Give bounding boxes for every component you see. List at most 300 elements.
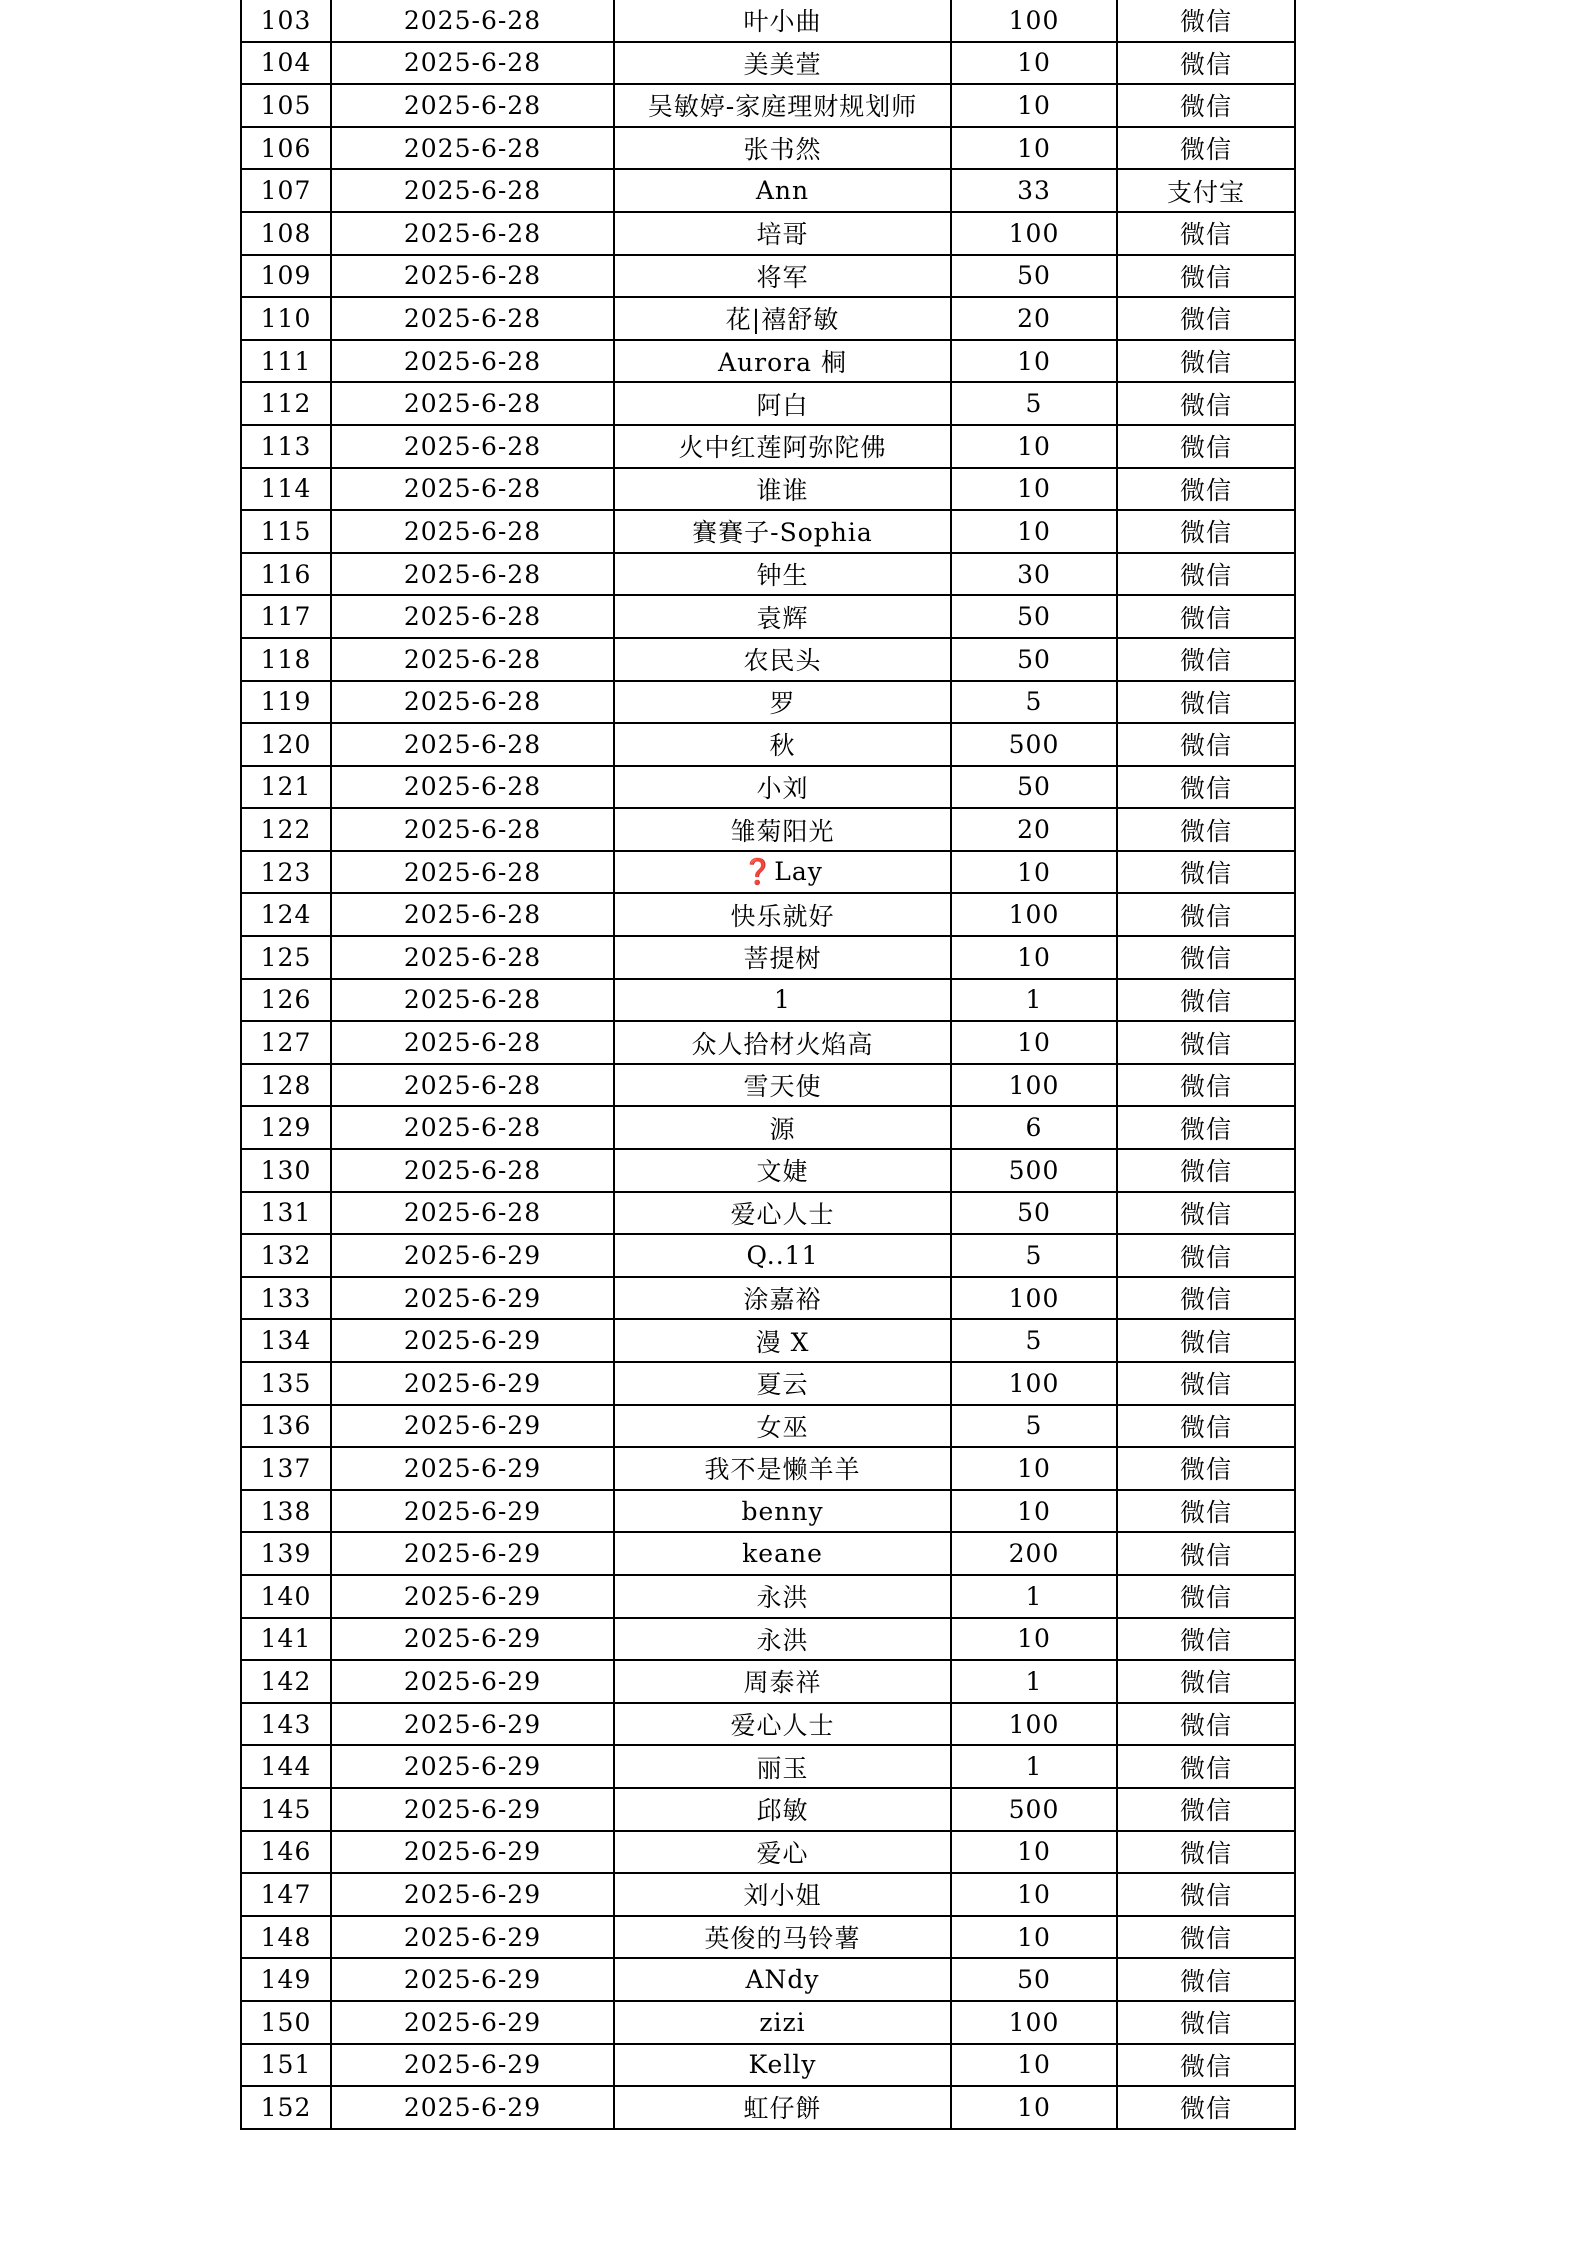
payment-method-cell: 微信	[1117, 1958, 1295, 2001]
payment-method-cell: 微信	[1117, 1618, 1295, 1661]
amount-cell: 33	[951, 169, 1117, 212]
donor-name-cell: 快乐就好	[614, 893, 951, 936]
table-row	[241, 1319, 1295, 1362]
table-row	[241, 1660, 1295, 1703]
donor-name-cell: 小刘	[614, 766, 951, 809]
table-row	[241, 425, 1295, 468]
table-row	[241, 1703, 1295, 1746]
payment-method-cell: 微信	[1117, 0, 1295, 42]
amount-cell: 10	[951, 1021, 1117, 1064]
amount-cell: 10	[951, 42, 1117, 85]
table-row	[241, 1447, 1295, 1490]
donor-name-cell: 爱心	[614, 1831, 951, 1874]
row-number-cell: 123	[241, 851, 331, 894]
donor-name-cell: 秋	[614, 723, 951, 766]
amount-cell: 200	[951, 1532, 1117, 1575]
donor-name-cell: 火中红莲阿弥陀佛	[614, 425, 951, 468]
date-cell: 2025-6-28	[331, 766, 614, 809]
row-number-cell: 106	[241, 127, 331, 170]
table-row	[241, 851, 1295, 894]
donor-name-cell: 我不是懒羊羊	[614, 1447, 951, 1490]
donation-table	[240, 0, 1296, 2130]
donor-name-cell: 张书然	[614, 127, 951, 170]
date-cell: 2025-6-29	[331, 1703, 614, 1746]
donor-name-cell: 虹仔餅	[614, 2086, 951, 2129]
date-cell: 2025-6-28	[331, 808, 614, 851]
table-row	[241, 1064, 1295, 1107]
payment-method-cell: 微信	[1117, 468, 1295, 511]
table-row	[241, 468, 1295, 511]
payment-method-cell: 微信	[1117, 1873, 1295, 1916]
payment-method-cell: 微信	[1117, 1192, 1295, 1235]
date-cell: 2025-6-29	[331, 1660, 614, 1703]
row-number-cell: 121	[241, 766, 331, 809]
amount-cell: 10	[951, 1618, 1117, 1661]
date-cell: 2025-6-29	[331, 1319, 614, 1362]
table-row	[241, 595, 1295, 638]
date-cell: 2025-6-28	[331, 42, 614, 85]
payment-method-cell: 微信	[1117, 681, 1295, 724]
date-cell: 2025-6-28	[331, 340, 614, 383]
date-cell: 2025-6-28	[331, 681, 614, 724]
table-row	[241, 979, 1295, 1022]
amount-cell: 10	[951, 340, 1117, 383]
row-number-cell: 140	[241, 1575, 331, 1618]
payment-method-cell: 微信	[1117, 425, 1295, 468]
amount-cell: 500	[951, 1149, 1117, 1192]
date-cell: 2025-6-28	[331, 936, 614, 979]
donor-name-cell: 邱敏	[614, 1788, 951, 1831]
table-row	[241, 638, 1295, 681]
date-cell: 2025-6-29	[331, 2086, 614, 2129]
row-number-cell: 133	[241, 1277, 331, 1320]
table-row	[241, 1831, 1295, 1874]
payment-method-cell: 微信	[1117, 1916, 1295, 1959]
date-cell: 2025-6-28	[331, 297, 614, 340]
amount-cell: 20	[951, 808, 1117, 851]
donor-name-cell: Q..11	[614, 1234, 951, 1277]
row-number-cell: 109	[241, 255, 331, 298]
row-number-cell: 120	[241, 723, 331, 766]
table-row	[241, 1234, 1295, 1277]
amount-cell: 100	[951, 212, 1117, 255]
payment-method-cell: 微信	[1117, 2044, 1295, 2087]
table-row	[241, 2001, 1295, 2044]
payment-method-cell: 微信	[1117, 638, 1295, 681]
row-number-cell: 119	[241, 681, 331, 724]
payment-method-cell: 微信	[1117, 84, 1295, 127]
payment-method-cell: 支付宝	[1117, 169, 1295, 212]
payment-method-cell: 微信	[1117, 1319, 1295, 1362]
date-cell: 2025-6-28	[331, 595, 614, 638]
donation-table-container	[240, 0, 1294, 2130]
donor-name-cell: 周泰祥	[614, 1660, 951, 1703]
amount-cell: 5	[951, 1319, 1117, 1362]
donor-name-cell: 永洪	[614, 1575, 951, 1618]
row-number-cell: 114	[241, 468, 331, 511]
table-row	[241, 766, 1295, 809]
date-cell: 2025-6-28	[331, 638, 614, 681]
table-row	[241, 1405, 1295, 1448]
row-number-cell: 128	[241, 1064, 331, 1107]
payment-method-cell: 微信	[1117, 1277, 1295, 1320]
table-row	[241, 936, 1295, 979]
table-row	[241, 681, 1295, 724]
table-row	[241, 1277, 1295, 1320]
donor-name-cell: 漫 X	[614, 1319, 951, 1362]
payment-method-cell: 微信	[1117, 1149, 1295, 1192]
donor-name-cell: 夏云	[614, 1362, 951, 1405]
amount-cell: 10	[951, 1916, 1117, 1959]
amount-cell: 10	[951, 510, 1117, 553]
date-cell: 2025-6-29	[331, 1958, 614, 2001]
row-number-cell: 115	[241, 510, 331, 553]
payment-method-cell: 微信	[1117, 1788, 1295, 1831]
date-cell: 2025-6-28	[331, 1192, 614, 1235]
date-cell: 2025-6-28	[331, 127, 614, 170]
donor-name-cell: 雏菊阳光	[614, 808, 951, 851]
row-number-cell: 111	[241, 340, 331, 383]
amount-cell: 10	[951, 1831, 1117, 1874]
payment-method-cell: 微信	[1117, 553, 1295, 596]
donor-name-cell: 阿白	[614, 382, 951, 425]
donor-name-cell: 众人拾材火焰高	[614, 1021, 951, 1064]
donor-name-cell: 钟生	[614, 553, 951, 596]
payment-method-cell: 微信	[1117, 1447, 1295, 1490]
donor-name-cell: 丽玉	[614, 1745, 951, 1788]
row-number-cell: 146	[241, 1831, 331, 1874]
payment-method-cell: 微信	[1117, 510, 1295, 553]
row-number-cell: 113	[241, 425, 331, 468]
date-cell: 2025-6-28	[331, 1021, 614, 1064]
amount-cell: 100	[951, 2001, 1117, 2044]
table-row	[241, 1149, 1295, 1192]
row-number-cell: 112	[241, 382, 331, 425]
date-cell: 2025-6-29	[331, 2044, 614, 2087]
amount-cell: 1	[951, 979, 1117, 1022]
amount-cell: 5	[951, 382, 1117, 425]
payment-method-cell: 微信	[1117, 1234, 1295, 1277]
amount-cell: 500	[951, 1788, 1117, 1831]
table-row	[241, 1362, 1295, 1405]
donor-name-cell: 源	[614, 1106, 951, 1149]
amount-cell: 10	[951, 851, 1117, 894]
donor-name-cell: 雪天使	[614, 1064, 951, 1107]
table-row	[241, 2086, 1295, 2129]
table-row	[241, 127, 1295, 170]
payment-method-cell: 微信	[1117, 2086, 1295, 2129]
row-number-cell: 142	[241, 1660, 331, 1703]
amount-cell: 100	[951, 1064, 1117, 1107]
row-number-cell: 124	[241, 893, 331, 936]
amount-cell: 10	[951, 1873, 1117, 1916]
table-row	[241, 1021, 1295, 1064]
table-row	[241, 340, 1295, 383]
table-row	[241, 0, 1295, 42]
payment-method-cell: 微信	[1117, 723, 1295, 766]
date-cell: 2025-6-28	[331, 425, 614, 468]
amount-cell: 50	[951, 1958, 1117, 2001]
date-cell: 2025-6-28	[331, 1064, 614, 1107]
row-number-cell: 141	[241, 1618, 331, 1661]
date-cell: 2025-6-29	[331, 2001, 614, 2044]
row-number-cell: 136	[241, 1405, 331, 1448]
row-number-cell: 126	[241, 979, 331, 1022]
donor-name-cell: 吴敏婷-家庭理财规划师	[614, 84, 951, 127]
date-cell: 2025-6-28	[331, 510, 614, 553]
payment-method-cell: 微信	[1117, 1362, 1295, 1405]
amount-cell: 5	[951, 1234, 1117, 1277]
date-cell: 2025-6-28	[331, 553, 614, 596]
donor-name-cell: 培哥	[614, 212, 951, 255]
payment-method-cell: 微信	[1117, 255, 1295, 298]
payment-method-cell: 微信	[1117, 2001, 1295, 2044]
date-cell: 2025-6-29	[331, 1490, 614, 1533]
table-row	[241, 553, 1295, 596]
row-number-cell: 132	[241, 1234, 331, 1277]
row-number-cell: 150	[241, 2001, 331, 2044]
table-row	[241, 212, 1295, 255]
date-cell: 2025-6-29	[331, 1405, 614, 1448]
row-number-cell: 139	[241, 1532, 331, 1575]
row-number-cell: 103	[241, 0, 331, 42]
payment-method-cell: 微信	[1117, 42, 1295, 85]
row-number-cell: 116	[241, 553, 331, 596]
row-number-cell: 143	[241, 1703, 331, 1746]
donor-name-cell: zizi	[614, 2001, 951, 2044]
donor-name-cell: 永洪	[614, 1618, 951, 1661]
amount-cell: 5	[951, 681, 1117, 724]
payment-method-cell: 微信	[1117, 936, 1295, 979]
table-row	[241, 1575, 1295, 1618]
payment-method-cell: 微信	[1117, 382, 1295, 425]
date-cell: 2025-6-28	[331, 468, 614, 511]
row-number-cell: 110	[241, 297, 331, 340]
payment-method-cell: 微信	[1117, 979, 1295, 1022]
date-cell: 2025-6-29	[331, 1532, 614, 1575]
amount-cell: 5	[951, 1405, 1117, 1448]
donor-name-cell: 爱心人士	[614, 1192, 951, 1235]
payment-method-cell: 微信	[1117, 851, 1295, 894]
amount-cell: 10	[951, 84, 1117, 127]
date-cell: 2025-6-29	[331, 1575, 614, 1618]
table-row	[241, 42, 1295, 85]
donor-name-cell: ANdy	[614, 1958, 951, 2001]
payment-method-cell: 微信	[1117, 1021, 1295, 1064]
donor-name-cell: 菩提树	[614, 936, 951, 979]
table-row	[241, 1788, 1295, 1831]
row-number-cell: 122	[241, 808, 331, 851]
donor-name-cell: 罗	[614, 681, 951, 724]
date-cell: 2025-6-28	[331, 382, 614, 425]
amount-cell: 50	[951, 638, 1117, 681]
table-row	[241, 723, 1295, 766]
row-number-cell: 134	[241, 1319, 331, 1362]
amount-cell: 10	[951, 127, 1117, 170]
table-row	[241, 893, 1295, 936]
row-number-cell: 108	[241, 212, 331, 255]
row-number-cell: 125	[241, 936, 331, 979]
date-cell: 2025-6-28	[331, 723, 614, 766]
donor-name-cell: 女巫	[614, 1405, 951, 1448]
date-cell: 2025-6-29	[331, 1745, 614, 1788]
date-cell: 2025-6-28	[331, 893, 614, 936]
date-cell: 2025-6-28	[331, 169, 614, 212]
table-row	[241, 1745, 1295, 1788]
date-cell: 2025-6-29	[331, 1618, 614, 1661]
table-row	[241, 255, 1295, 298]
row-number-cell: 144	[241, 1745, 331, 1788]
payment-method-cell: 微信	[1117, 340, 1295, 383]
amount-cell: 100	[951, 1277, 1117, 1320]
row-number-cell: 118	[241, 638, 331, 681]
row-number-cell: 149	[241, 1958, 331, 2001]
donor-name-cell: Aurora 桐	[614, 340, 951, 383]
payment-method-cell: 微信	[1117, 1405, 1295, 1448]
row-number-cell: 104	[241, 42, 331, 85]
table-row	[241, 510, 1295, 553]
row-number-cell: 138	[241, 1490, 331, 1533]
table-row	[241, 169, 1295, 212]
amount-cell: 50	[951, 1192, 1117, 1235]
date-cell: 2025-6-28	[331, 1149, 614, 1192]
table-row	[241, 1873, 1295, 1916]
row-number-cell: 105	[241, 84, 331, 127]
row-number-cell: 137	[241, 1447, 331, 1490]
amount-cell: 50	[951, 766, 1117, 809]
date-cell: 2025-6-28	[331, 212, 614, 255]
date-cell: 2025-6-29	[331, 1916, 614, 1959]
date-cell: 2025-6-29	[331, 1362, 614, 1405]
payment-method-cell: 微信	[1117, 595, 1295, 638]
amount-cell: 10	[951, 425, 1117, 468]
payment-method-cell: 微信	[1117, 1575, 1295, 1618]
payment-method-cell: 微信	[1117, 1660, 1295, 1703]
amount-cell: 1	[951, 1575, 1117, 1618]
amount-cell: 20	[951, 297, 1117, 340]
date-cell: 2025-6-29	[331, 1234, 614, 1277]
table-row	[241, 1192, 1295, 1235]
payment-method-cell: 微信	[1117, 1490, 1295, 1533]
amount-cell: 100	[951, 893, 1117, 936]
table-row	[241, 808, 1295, 851]
payment-method-cell: 微信	[1117, 1064, 1295, 1107]
date-cell: 2025-6-28	[331, 84, 614, 127]
row-number-cell: 107	[241, 169, 331, 212]
payment-method-cell: 微信	[1117, 808, 1295, 851]
date-cell: 2025-6-29	[331, 1447, 614, 1490]
amount-cell: 10	[951, 2086, 1117, 2129]
table-row	[241, 1106, 1295, 1149]
donor-name-cell: ❓Lay	[614, 851, 951, 894]
row-number-cell: 127	[241, 1021, 331, 1064]
amount-cell: 100	[951, 1703, 1117, 1746]
row-number-cell: 145	[241, 1788, 331, 1831]
payment-method-cell: 微信	[1117, 212, 1295, 255]
donor-name-cell: 美美萱	[614, 42, 951, 85]
date-cell: 2025-6-28	[331, 1106, 614, 1149]
donor-name-cell: keane	[614, 1532, 951, 1575]
payment-method-cell: 微信	[1117, 297, 1295, 340]
donor-name-cell: 农民头	[614, 638, 951, 681]
donor-name-cell: 袁辉	[614, 595, 951, 638]
payment-method-cell: 微信	[1117, 893, 1295, 936]
amount-cell: 50	[951, 595, 1117, 638]
donor-name-cell: 爱心人士	[614, 1703, 951, 1746]
payment-method-cell: 微信	[1117, 1703, 1295, 1746]
amount-cell: 100	[951, 0, 1117, 42]
row-number-cell: 148	[241, 1916, 331, 1959]
payment-method-cell: 微信	[1117, 127, 1295, 170]
amount-cell: 50	[951, 255, 1117, 298]
amount-cell: 10	[951, 1490, 1117, 1533]
donor-name-cell: Ann	[614, 169, 951, 212]
date-cell: 2025-6-29	[331, 1831, 614, 1874]
table-row	[241, 1490, 1295, 1533]
row-number-cell: 147	[241, 1873, 331, 1916]
amount-cell: 1	[951, 1745, 1117, 1788]
date-cell: 2025-6-28	[331, 851, 614, 894]
row-number-cell: 129	[241, 1106, 331, 1149]
table-row	[241, 297, 1295, 340]
table-row	[241, 1958, 1295, 2001]
table-row	[241, 1916, 1295, 1959]
donor-name-cell: Kelly	[614, 2044, 951, 2087]
date-cell: 2025-6-28	[331, 0, 614, 42]
amount-cell: 10	[951, 936, 1117, 979]
date-cell: 2025-6-29	[331, 1788, 614, 1831]
amount-cell: 100	[951, 1362, 1117, 1405]
row-number-cell: 151	[241, 2044, 331, 2087]
payment-method-cell: 微信	[1117, 1106, 1295, 1149]
donation-table-body	[241, 0, 1295, 2129]
row-number-cell: 117	[241, 595, 331, 638]
donor-name-cell: benny	[614, 1490, 951, 1533]
table-row	[241, 2044, 1295, 2087]
table-row	[241, 84, 1295, 127]
date-cell: 2025-6-29	[331, 1873, 614, 1916]
payment-method-cell: 微信	[1117, 1831, 1295, 1874]
donor-name-cell: 花|禧舒敏	[614, 297, 951, 340]
date-cell: 2025-6-28	[331, 255, 614, 298]
row-number-cell: 131	[241, 1192, 331, 1235]
donor-name-cell: 賽賽子-Sophia	[614, 510, 951, 553]
amount-cell: 1	[951, 1660, 1117, 1703]
table-row	[241, 1618, 1295, 1661]
donor-name-cell: 文婕	[614, 1149, 951, 1192]
amount-cell: 30	[951, 553, 1117, 596]
payment-method-cell: 微信	[1117, 766, 1295, 809]
donor-name-cell: 刘小姐	[614, 1873, 951, 1916]
donor-name-cell: 英俊的马铃薯	[614, 1916, 951, 1959]
amount-cell: 6	[951, 1106, 1117, 1149]
amount-cell: 10	[951, 1447, 1117, 1490]
donor-name-cell: 谁谁	[614, 468, 951, 511]
amount-cell: 10	[951, 468, 1117, 511]
date-cell: 2025-6-29	[331, 1277, 614, 1320]
table-row	[241, 382, 1295, 425]
row-number-cell: 152	[241, 2086, 331, 2129]
payment-method-cell: 微信	[1117, 1532, 1295, 1575]
donor-name-cell: 叶小曲	[614, 0, 951, 42]
payment-method-cell: 微信	[1117, 1745, 1295, 1788]
donor-name-cell: 将军	[614, 255, 951, 298]
donor-name-cell: 1	[614, 979, 951, 1022]
table-row	[241, 1532, 1295, 1575]
row-number-cell: 135	[241, 1362, 331, 1405]
row-number-cell: 130	[241, 1149, 331, 1192]
donor-name-cell: 涂嘉裕	[614, 1277, 951, 1320]
